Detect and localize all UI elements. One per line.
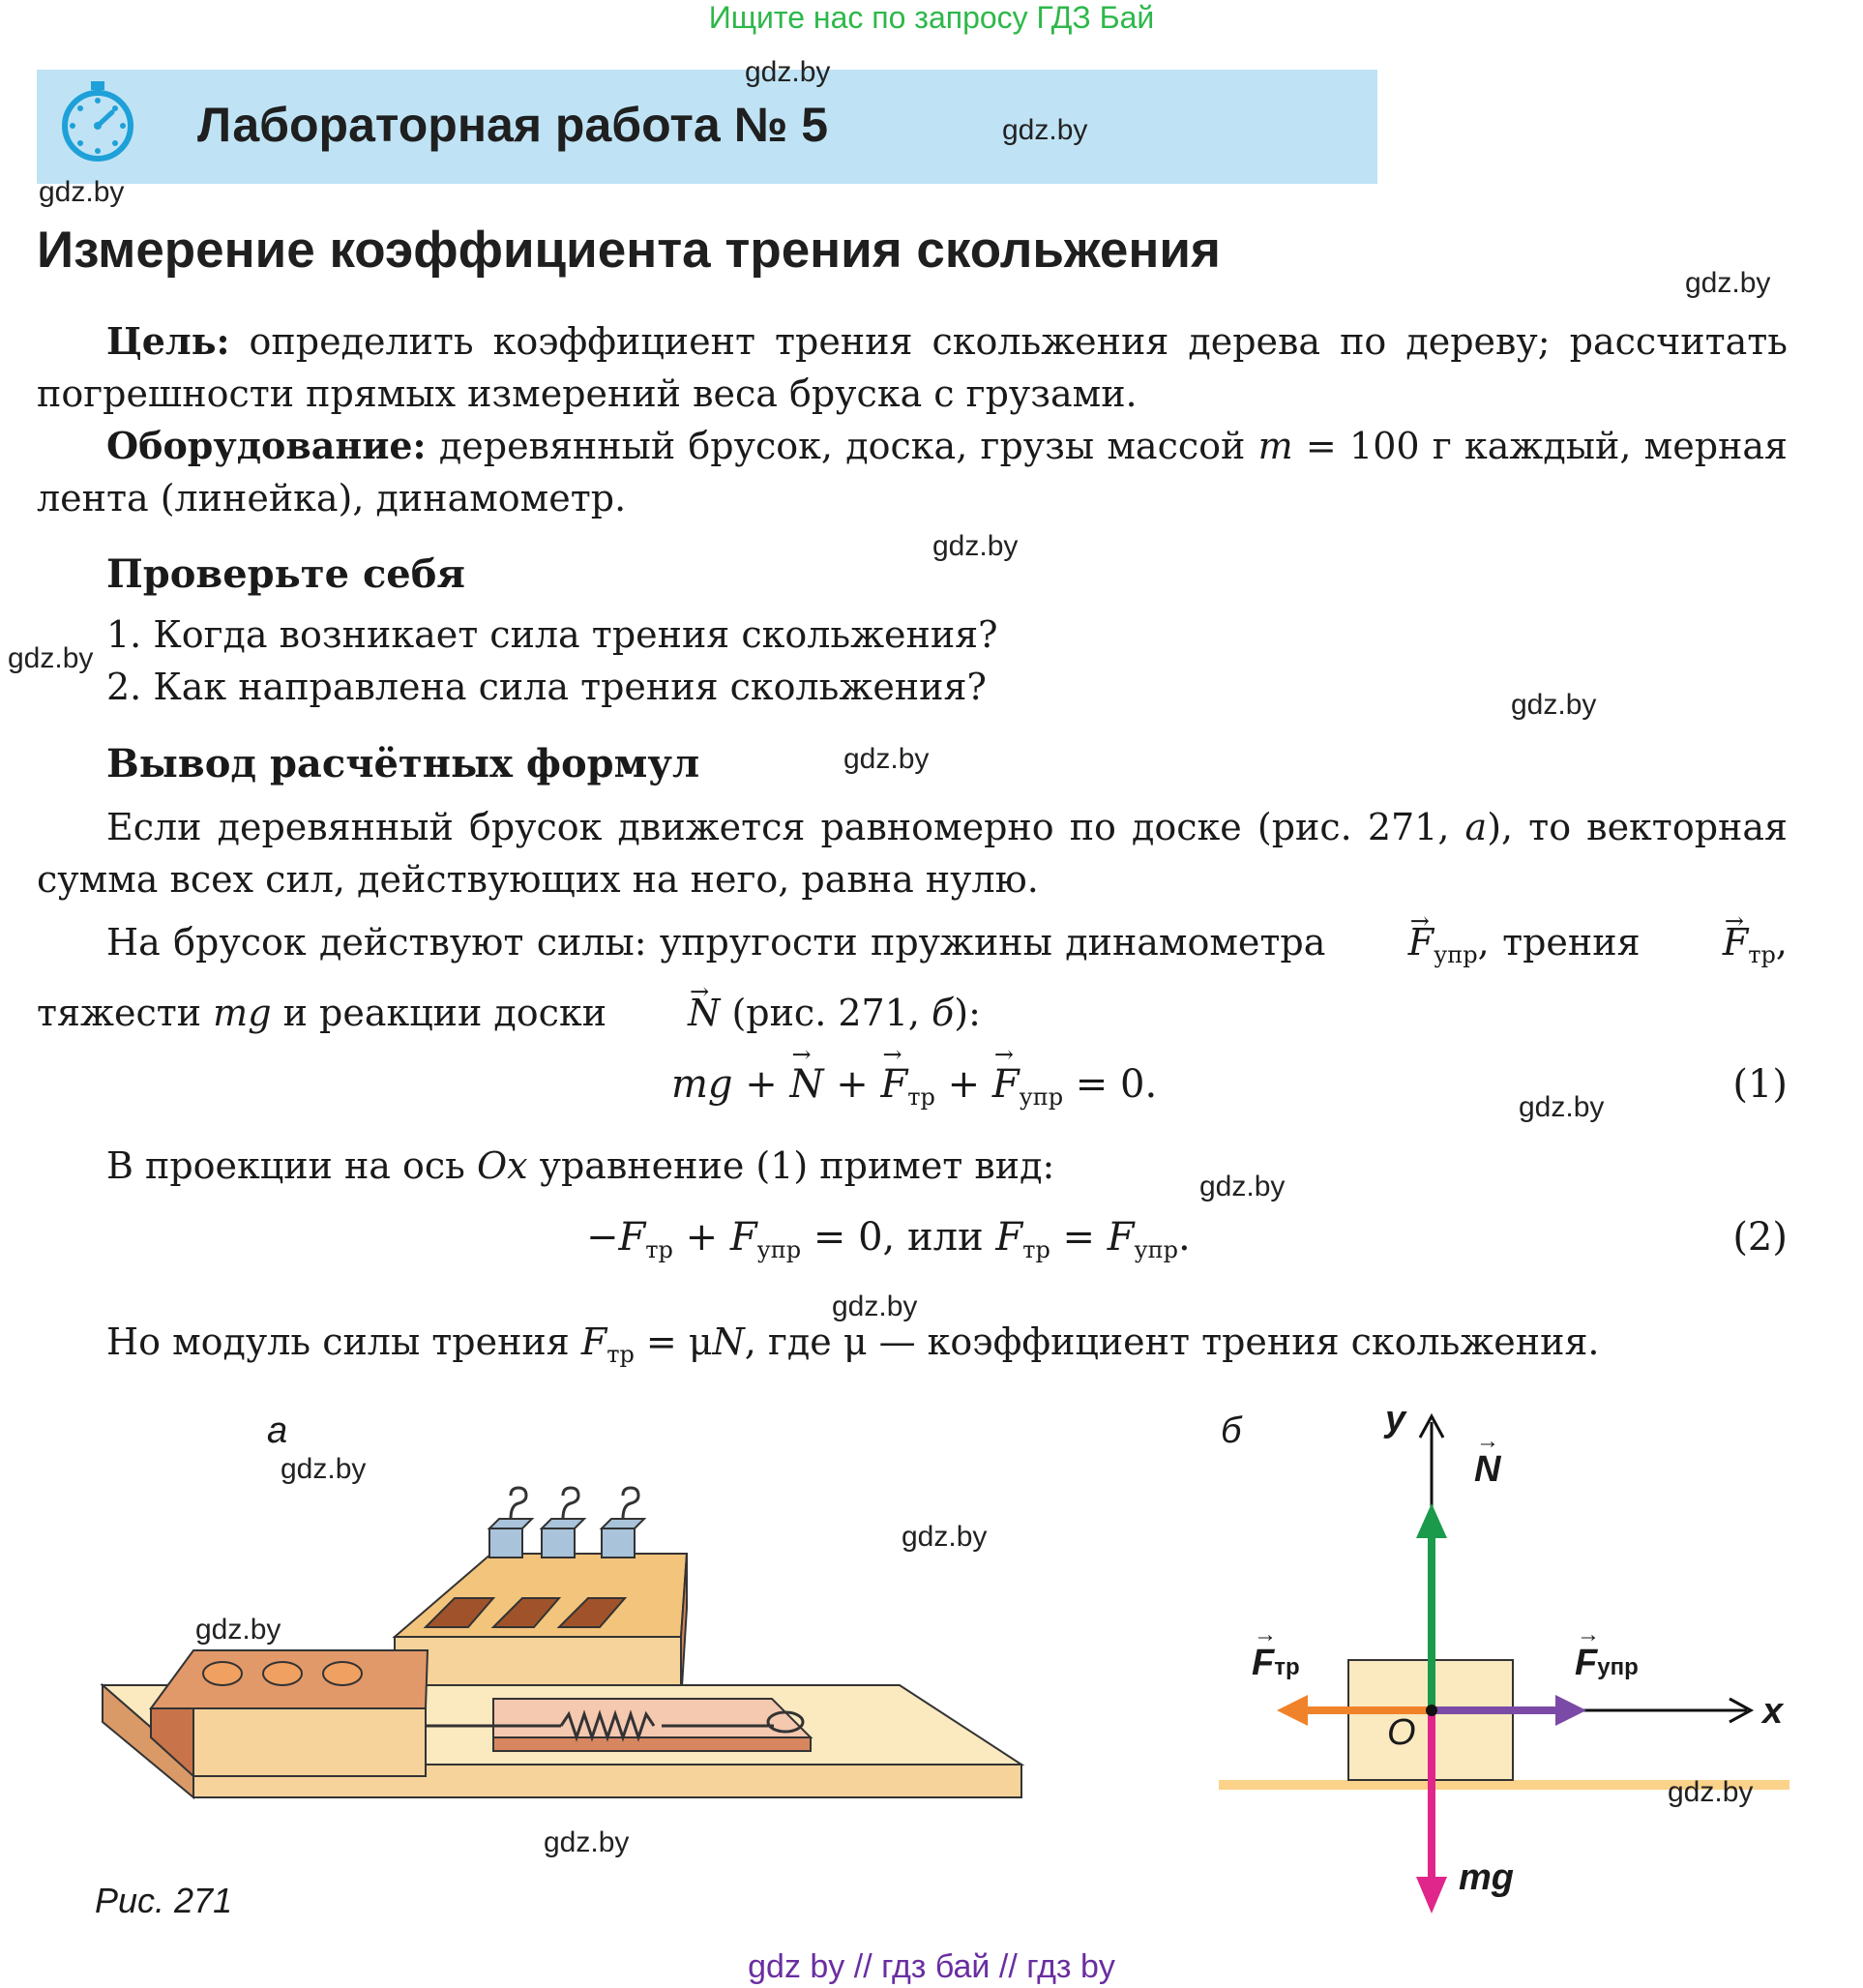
eq1-plus-2: +: [823, 1062, 881, 1107]
watermark: gdz.by: [902, 1521, 988, 1553]
watermark: gdz.by: [1511, 689, 1597, 721]
p4-sub-tr: тр: [606, 1341, 635, 1368]
watermark: gdz.by: [39, 176, 125, 208]
force-Fupr-symbol: → F: [1575, 1643, 1597, 1684]
goal-paragraph: [37, 315, 1788, 420]
force-Ftr-symbol: → F: [1252, 1643, 1274, 1684]
sub-upr: упр: [1434, 941, 1478, 968]
force-mg-label: mg: [1459, 1857, 1514, 1898]
p3-text: В проекции на ось: [106, 1144, 477, 1187]
lab-title: Лабораторная работа № 5: [197, 98, 829, 152]
force-Fupr-label: [1575, 1643, 1639, 1684]
top-banner[interactable]: Ищите нас по запросу ГДЗ Бай: [708, 0, 1155, 35]
equipment-text: деревянный брусок, доска, грузы массой: [426, 425, 1258, 467]
eq2-sub-tr: тр: [645, 1236, 673, 1263]
eq1-plus-3: +: [934, 1062, 992, 1107]
equipment-text-end: = 100 г каждый, мерная лента (линейка), динамометр.: [37, 425, 1788, 519]
watermark: gdz.by: [745, 56, 831, 88]
eq2-sub-upr-2: упр: [1134, 1236, 1179, 1263]
derivation-paragraph-1: [37, 801, 1788, 905]
force-Fupr-sub: упр: [1597, 1654, 1639, 1680]
p1-var: а: [1464, 806, 1488, 848]
derivation-heading: Вывод расчётных формул: [106, 741, 700, 786]
eq2-F-2: F: [729, 1215, 757, 1260]
eq2-sub-tr-2: тр: [1022, 1236, 1050, 1263]
watermark: gdz.by: [1668, 1776, 1754, 1808]
eq2-F-4: F: [1107, 1215, 1135, 1260]
p2-text-d: и реакции доски: [271, 992, 619, 1034]
sub-tr: тр: [1748, 941, 1776, 968]
derivation-paragraph-4: [37, 1316, 1788, 1380]
equation-1: [671, 1062, 1157, 1111]
eq2-F-3: F: [995, 1215, 1023, 1260]
equipment-label: Оборудование:: [106, 424, 427, 467]
figure-caption: Рис. 271: [95, 1881, 233, 1920]
derivation-paragraph-3: [37, 1140, 1788, 1192]
p4-text: Но модуль силы трения: [106, 1320, 581, 1363]
p1-text: Если деревянный брусок движется равномерно по доске (рис. 271,: [106, 806, 1465, 848]
p4-text-end: , где μ — коэффициент трения скольжения.: [744, 1320, 1600, 1363]
watermark: gdz.by: [832, 1291, 918, 1322]
axis-Ox: Ox: [476, 1144, 528, 1187]
axis-y-label: y: [1385, 1399, 1406, 1439]
eq2-F: F: [618, 1215, 646, 1260]
force-Ftr-sub: тр: [1274, 1654, 1300, 1680]
eq1-sub-tr: тр: [907, 1083, 935, 1111]
page-title: Измерение коэффициента трения скольжения: [37, 222, 1221, 279]
p2-text-e: (рис. 271,: [720, 992, 932, 1034]
eq1-N: → N: [790, 1062, 824, 1107]
eq2-minus: −: [586, 1215, 619, 1260]
question-2: 2. Как направлена сила трения скольжения?: [106, 666, 987, 708]
p3-text-end: уравнение (1) примет вид:: [527, 1144, 1055, 1187]
question-1: 1. Когда возникает сила трения скольжения?: [106, 613, 998, 656]
watermark: gdz.by: [1199, 1171, 1286, 1202]
watermark: gdz.by: [932, 530, 1019, 562]
eq2-eqsign: =: [1050, 1215, 1108, 1260]
goal-label: Цель:: [106, 319, 230, 363]
watermark: gdz.by: [1519, 1091, 1605, 1123]
vec-mg: mg: [213, 992, 272, 1034]
footer-links[interactable]: gdz by // гдз бай // гдз by: [748, 1948, 1115, 1985]
eq1-F-tr: → F: [880, 1062, 907, 1107]
figure-b-force-diagram: [1217, 1403, 1797, 1925]
watermark: gdz.by: [1685, 267, 1771, 299]
goal-text: определить коэффициент трения скольжения дерева по дереву; рассчитать погрешности прямых измерений веса бруска с грузами.: [37, 320, 1788, 415]
origin-label: O: [1387, 1712, 1416, 1753]
p4-N: N: [712, 1320, 745, 1363]
check-heading: Проверьте себя: [106, 551, 465, 597]
eq1-mg: mg: [671, 1062, 733, 1107]
eq1-F-upr: → F: [992, 1062, 1020, 1107]
stopwatch-icon: [56, 77, 139, 166]
force-N-label: → N: [1474, 1449, 1500, 1491]
mass-var: m: [1257, 425, 1293, 467]
equation-2-number: (2): [1732, 1215, 1788, 1260]
watermark: gdz.by: [544, 1826, 630, 1858]
vec-F-upr: → F: [1339, 913, 1434, 971]
vec-N: → N: [618, 984, 720, 1042]
watermark: gdz.by: [281, 1453, 367, 1485]
eq2-end: .: [1178, 1215, 1191, 1260]
equation-1-number: (1): [1732, 1062, 1788, 1107]
watermark: gdz.by: [8, 642, 94, 674]
figure-b-label: б: [1221, 1410, 1242, 1451]
equation-2: [586, 1215, 1191, 1263]
p2-text-b: , трения: [1477, 921, 1653, 964]
p2-text-c: , тяжести: [37, 921, 1789, 1034]
p2-var: б: [932, 992, 955, 1034]
eq1-plus: +: [732, 1062, 790, 1107]
p4-F: F: [580, 1320, 607, 1363]
eq2-plus: +: [672, 1215, 730, 1260]
force-Ftr-label: [1252, 1643, 1300, 1684]
watermark: gdz.by: [1002, 114, 1088, 146]
watermark: gdz.by: [195, 1614, 281, 1646]
p4-mu: = μ: [634, 1320, 713, 1363]
watermark: gdz.by: [843, 743, 930, 775]
equipment-paragraph: [37, 420, 1788, 524]
derivation-paragraph-2: [37, 913, 1788, 1042]
figure-a-label: а: [267, 1410, 288, 1451]
vec-F-tr: → F: [1653, 913, 1748, 971]
eq1-sub-upr: упр: [1019, 1083, 1064, 1111]
p2-text: На брусок действуют силы: упругости пружины динамометра: [106, 921, 1339, 964]
axis-x-label: x: [1762, 1691, 1784, 1732]
eq2-sub-upr: упр: [756, 1236, 802, 1263]
p1-text-end: ), то векторная сумма всех сил, действующих на него, равна нулю.: [37, 806, 1788, 901]
eq1-tail: = 0.: [1063, 1062, 1158, 1107]
p2-text-f: ):: [954, 992, 981, 1034]
eq2-mid: = 0, или: [801, 1215, 996, 1260]
